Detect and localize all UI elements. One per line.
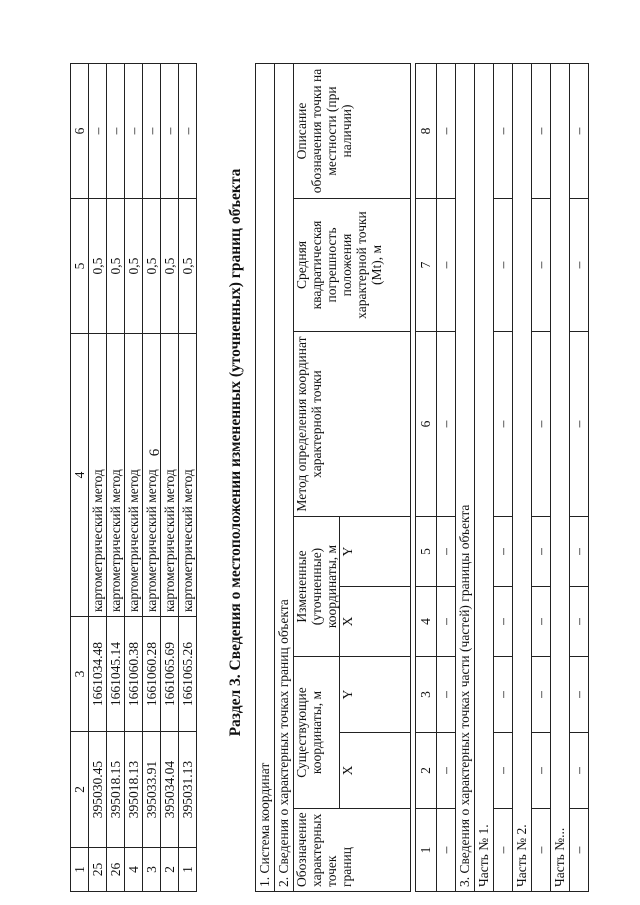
col-number: 5 bbox=[416, 517, 437, 587]
col-x: X bbox=[340, 733, 411, 809]
col-number: 5 bbox=[71, 199, 89, 334]
table-cell: – bbox=[532, 733, 551, 809]
table-cell: – bbox=[494, 657, 513, 733]
table-cell: – bbox=[494, 587, 513, 657]
table-row bbox=[143, 64, 161, 892]
table-row bbox=[89, 64, 107, 892]
table-cell: 0,5 bbox=[125, 199, 143, 334]
table-cell: – bbox=[532, 809, 551, 892]
table-cell: 3 bbox=[143, 848, 161, 892]
table-cell: 25 bbox=[89, 848, 107, 892]
col-y: Y bbox=[340, 517, 411, 587]
table-cell: – bbox=[570, 332, 589, 517]
col-number: 8 bbox=[416, 64, 437, 199]
table-row bbox=[107, 64, 125, 892]
table-cell: – bbox=[89, 64, 107, 199]
table-cell: – bbox=[437, 332, 456, 517]
parts-header-row bbox=[456, 64, 475, 892]
table-row bbox=[179, 64, 197, 892]
table-cell: 0,5 bbox=[161, 199, 179, 334]
col-number: 7 bbox=[416, 199, 437, 332]
table-cell: 0,5 bbox=[143, 199, 161, 334]
col-number: 1 bbox=[416, 809, 437, 892]
points-header-row bbox=[275, 64, 294, 892]
table-cell: – bbox=[532, 199, 551, 332]
table-cell: – bbox=[570, 587, 589, 657]
page-number: 6 bbox=[147, 448, 163, 457]
table-cell: 395018.13 bbox=[125, 732, 143, 848]
col-changed-coordinates: Измененные (уточненные) координаты, м bbox=[294, 517, 340, 657]
table-cell: – bbox=[494, 733, 513, 809]
col-number: 2 bbox=[416, 733, 437, 809]
table-cell: 1661060.28 bbox=[143, 617, 161, 732]
table-cell: – bbox=[437, 809, 456, 892]
table-cell: 26 bbox=[107, 848, 125, 892]
table-row bbox=[125, 64, 143, 892]
section-title: Раздел 3. Сведения о местоположении измененных (уточненных) границ объекта bbox=[227, 168, 244, 737]
table-cell: 2 bbox=[161, 848, 179, 892]
col-number: 3 bbox=[416, 657, 437, 733]
col-number: 6 bbox=[416, 332, 437, 517]
table-cell: – bbox=[570, 809, 589, 892]
col-accuracy: Средняя квадратическая погрешность положения характерной точки (Мt), м bbox=[294, 199, 411, 332]
table-cell: – bbox=[437, 657, 456, 733]
table-cell: 0,5 bbox=[107, 199, 125, 334]
col-description: Описание обозначения точки на местности (при наличии) bbox=[294, 64, 411, 199]
table-cell: 395033.91 bbox=[143, 732, 161, 848]
table-cell: – bbox=[494, 517, 513, 587]
table-cell: – bbox=[143, 64, 161, 199]
table-cell: 395030.45 bbox=[89, 732, 107, 848]
table-cell: – bbox=[570, 517, 589, 587]
table-cell: картометрический метод bbox=[125, 334, 143, 617]
table-header-row bbox=[71, 64, 89, 892]
table-cell: картометрический метод bbox=[179, 334, 197, 617]
table-cell: – bbox=[494, 64, 513, 199]
table-cell: – bbox=[161, 64, 179, 199]
parts-header: 3. Сведения о характерных точках части (частей) границы объекта bbox=[456, 64, 475, 892]
column-header-row bbox=[294, 64, 340, 892]
table-cell: 1661065.26 bbox=[179, 617, 197, 732]
table-cell: – bbox=[437, 587, 456, 657]
table-cell: – bbox=[570, 64, 589, 199]
table-cell: 395018.15 bbox=[107, 732, 125, 848]
table-cell: картометрический метод bbox=[143, 334, 161, 617]
table-cell: – bbox=[532, 332, 551, 517]
col-number: 2 bbox=[71, 732, 89, 848]
table-cell: 1661060.38 bbox=[125, 617, 143, 732]
coordinate-system: 1. Система координат bbox=[256, 64, 275, 892]
table-cell: – bbox=[494, 199, 513, 332]
col-existing-coordinates: Существующие координаты, м bbox=[294, 657, 340, 809]
table-cell: – bbox=[107, 64, 125, 199]
table-cell: – bbox=[179, 64, 197, 199]
table-cell: 395031.13 bbox=[179, 732, 197, 848]
table-cell: 4 bbox=[125, 848, 143, 892]
col-x: X bbox=[340, 587, 411, 657]
table-cell: – bbox=[570, 199, 589, 332]
table-cell: – bbox=[570, 733, 589, 809]
col-number: 3 bbox=[71, 617, 89, 732]
table-cell: 0,5 bbox=[89, 199, 107, 334]
table-cell: картометрический метод bbox=[89, 334, 107, 617]
col-y: Y bbox=[340, 657, 411, 733]
col-number: 6 bbox=[71, 64, 89, 199]
table-cell: 395034.04 bbox=[161, 732, 179, 848]
table-cell: 1661065.69 bbox=[161, 617, 179, 732]
col-number: 4 bbox=[416, 587, 437, 657]
table-cell: – bbox=[437, 733, 456, 809]
table-row bbox=[494, 64, 513, 892]
col-number: 1 bbox=[71, 848, 89, 892]
table-cell: 0,5 bbox=[179, 199, 197, 334]
points-header: 2. Сведения о характерных точках границ объекта bbox=[275, 64, 294, 892]
table-cell: – bbox=[532, 587, 551, 657]
table-cell: 1 bbox=[179, 848, 197, 892]
coordinate-system-row bbox=[256, 64, 275, 892]
table-cell: 1661034.48 bbox=[89, 617, 107, 732]
table-row bbox=[161, 64, 179, 892]
table-cell: – bbox=[437, 64, 456, 199]
col-method: Метод определения координат характерной точки bbox=[294, 332, 411, 517]
part-label: Часть № 2. bbox=[513, 64, 532, 892]
table-cell: – bbox=[437, 199, 456, 332]
table-cell: – bbox=[532, 517, 551, 587]
table-cell: – bbox=[494, 809, 513, 892]
table-cell: – bbox=[494, 332, 513, 517]
part-label: Часть № 1. bbox=[475, 64, 494, 892]
col-number: 4 bbox=[71, 334, 89, 617]
part-label-row bbox=[513, 64, 532, 892]
table-cell: – bbox=[532, 657, 551, 733]
col-designation: Обозначение характерных точек границ bbox=[294, 809, 411, 892]
part-label: Часть №... bbox=[551, 64, 570, 892]
table-row bbox=[570, 64, 589, 892]
table-cell: картометрический метод bbox=[161, 334, 179, 617]
column-numbers-row bbox=[416, 64, 437, 892]
changed-boundaries-table bbox=[255, 63, 589, 892]
table-row bbox=[437, 64, 456, 892]
table-cell: – bbox=[532, 64, 551, 199]
part-label-row bbox=[475, 64, 494, 892]
table-row bbox=[532, 64, 551, 892]
table-cell: – bbox=[437, 517, 456, 587]
table-cell: – bbox=[125, 64, 143, 199]
part-label-row bbox=[551, 64, 570, 892]
table-cell: картометрический метод bbox=[107, 334, 125, 617]
table-cell: – bbox=[570, 657, 589, 733]
points-table-continued bbox=[70, 63, 197, 892]
table-cell: 1661045.14 bbox=[107, 617, 125, 732]
